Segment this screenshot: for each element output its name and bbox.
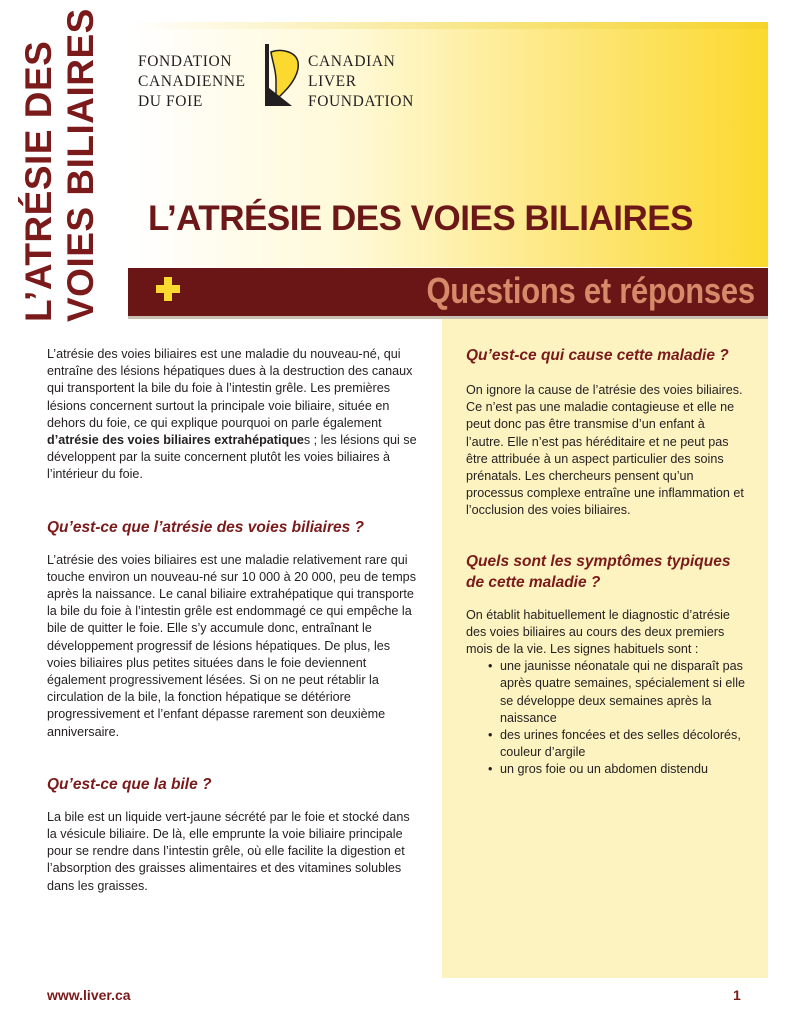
left-column — [47, 346, 422, 895]
logo-text-fr — [138, 52, 246, 112]
answer-paragraph: L’atrésie des voies biliaires est une maladie relativement rare qui touche environ un nouveau-né sur 10 000 à 20 000, peu de temps après la naissance. Le canal biliaire extrahépatique qui transporte la bile du foie à l’intestin grêle est endommagé ce qui empêche la bile de quitter le foie. Elle s’y accumule donc, entraînant le développement progressif de lésions hépatiques. De plus, les voies biliaires plus petites situées dans le foie deviennent également progressivement lésées. Si on ne peut rétablir la circulation de la bile, la fonction hépatique se détériore progressivement et l’enfant dépasse rarement son deuxième anniversaire. — [47, 552, 416, 739]
plus-icon — [153, 274, 183, 304]
right-column — [466, 345, 746, 779]
answer-paragraph: On ignore la cause de l’atrésie des voies biliaires. Ce n’est pas une maladie contagieuse et elle ne peut donc pas être transmise d’un enfant à l’autre. Elle n’est pas héréditaire et ne peut pas être attribuée à un aspect particulier des soins prénatals. Les chercheurs pensent qu’un processus complexe entraîne une inflammation et l’occlusion des voies biliaires. — [466, 383, 744, 518]
logo-en-line: CANADIAN — [308, 53, 396, 70]
question-heading: Qu’est-ce que l’atrésie des voies biliaires ? — [47, 518, 365, 536]
question-heading: Quels sont les symptômes typiques de cette maladie ? — [466, 552, 731, 591]
sidebar-title-line1: L’ATRÉSIE DES — [18, 40, 59, 322]
page-title: L’ATRÉSIE DES VOIES BILIAIRES — [148, 199, 693, 238]
logo-en-line: FOUNDATION — [308, 93, 414, 110]
list-item: • un gros foie ou un abdomen distendu — [488, 761, 746, 778]
intro-paragraph — [47, 346, 422, 484]
logo-fr-line: CANADIENNE — [138, 73, 246, 90]
website-link[interactable]: www.liver.ca — [47, 987, 131, 1003]
logo-en-line: LIVER — [308, 73, 357, 90]
question-heading: Qu’est-ce que la bile ? — [47, 775, 212, 793]
page-number: 1 — [733, 987, 741, 1003]
answer-paragraph: La bile est un liquide vert-jaune sécrété par le foie et stocké dans la vésicule biliaire. De là, elle emprunte la voie biliaire principale pour se rendre dans l’intestin grêle, où elle facilite la digestion et l’absorption des graisses alimentaires et des vitamines solubles dans les graisses. — [47, 809, 410, 893]
intro-text: L’atrésie des voies biliaires est une maladie du nouveau-né, qui entraîne des lésions hépatiques dues à la destruction des canaux qui transportent la bile du foie à l’intestin grêle. Les premières lésions concernent surtout la principale voie biliaire, située en dehors du foie, ce qui explique pourquoi on parle également — [47, 347, 413, 430]
list-item: • des urines foncées et des selles décolorés, couleur d’argile — [488, 727, 746, 761]
list-item: • une jaunisse néonatale qui ne disparaît pas après quatre semaines, spécialement si elle se développe deux semaines après la naissance — [488, 658, 746, 727]
intro-bold-text: d’atrésie des voies biliaires extrahépatique — [47, 433, 304, 448]
symptoms-list — [488, 658, 746, 778]
sidebar-title — [18, 8, 102, 322]
page-subtitle: Questions et réponses — [426, 270, 755, 311]
liver-foundation-logo-icon — [262, 44, 302, 106]
answer-paragraph: On établit habituellement le diagnostic d’atrésie des voies biliaires au cours des deux premiers mois de la vie. Les signes habituels sont : — [466, 607, 730, 657]
question-heading: Qu’est-ce qui cause cette maladie ? — [466, 347, 729, 364]
logo-fr-line: FONDATION — [138, 53, 233, 70]
logo-fr-line: DU FOIE — [138, 93, 203, 110]
intro-text-end: s ; les lésions qui se développent par la suite concernent plutôt les voies biliaires à l’intérieur du foie. — [47, 433, 417, 482]
sidebar-title-line2: VOIES BILIAIRES — [60, 8, 101, 322]
logo-text-en — [308, 52, 414, 112]
